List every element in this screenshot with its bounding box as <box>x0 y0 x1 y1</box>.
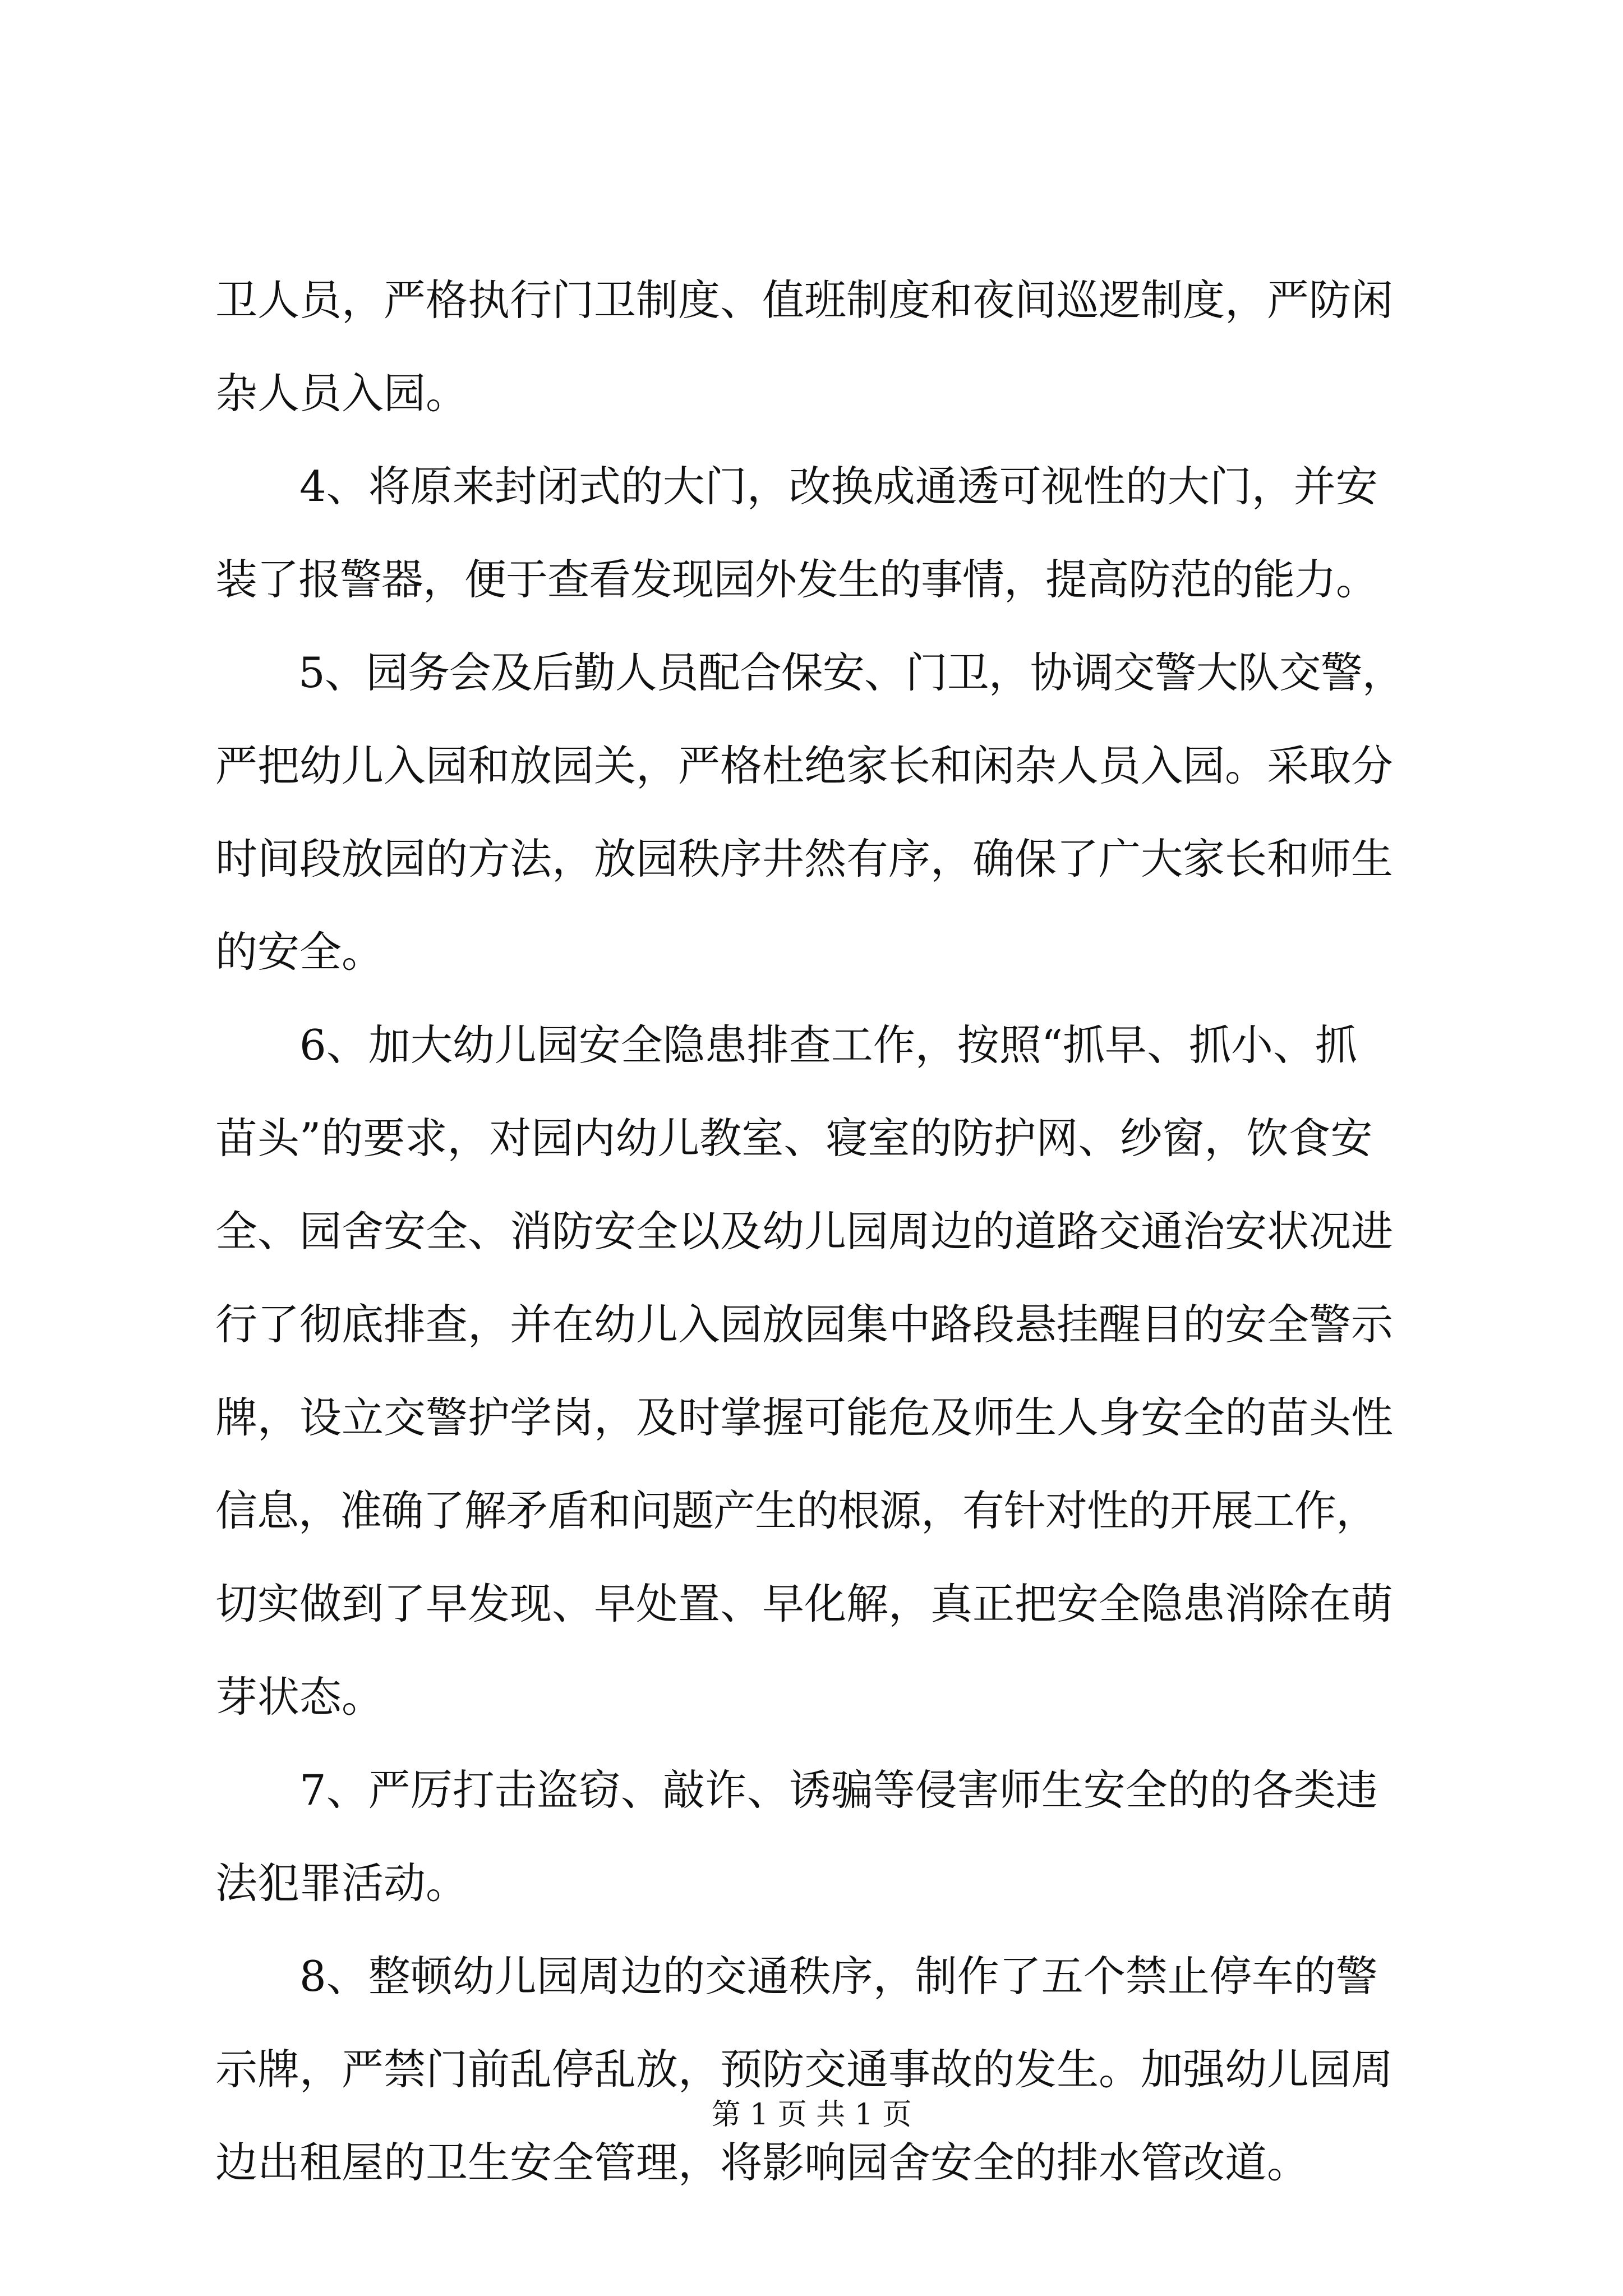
text-line: 6、加大幼儿园安全隐患排查工作，按照“抓早、抓小、抓 <box>215 1020 1358 1070</box>
text-line: 5、园务会及后勤人员配合保安、门卫，协调交警大队交警， <box>215 648 1404 697</box>
text-line: 时间段放园的方法，放园秩序井然有序，确保了广大家长和师生 <box>215 834 1394 884</box>
text-line: 杂人员入园。 <box>215 369 468 418</box>
text-line: 示牌，严禁门前乱停乱放，预防交通事故的发生。加强幼儿园周 <box>215 2045 1394 2094</box>
text-line: 切实做到了早发现、早处置、早化解，真正把安全隐患消除在萌 <box>215 1579 1394 1628</box>
text-line: 8、整顿幼儿园周边的交通秩序，制作了五个禁止停车的警 <box>215 1952 1378 2001</box>
text-line: 严把幼儿入园和放园关，严格杜绝家长和闲杂人员入园。采取分 <box>215 741 1394 790</box>
text-line: 信息，准确了解矛盾和问题产生的根源，有针对性的开展工作， <box>215 1486 1378 1535</box>
text-line: 卫人员，严格执行门卫制度、值班制度和夜间巡逻制度，严防闲 <box>215 275 1394 325</box>
text-line: 芽状态。 <box>215 1672 384 1722</box>
text-line: 7、严厉打击盗窃、敲诈、诱骗等侵害师生安全的的各类违 <box>215 1765 1378 1815</box>
page-footer <box>0 2098 1623 2132</box>
text-line: 4、将原来封闭式的大门，改换成通透可视性的大门，并安 <box>215 462 1378 511</box>
text-line: 法犯罪活动。 <box>215 1858 468 1908</box>
text-line: 的安全。 <box>215 927 384 977</box>
text-line: 牌，设立交警护学岗，及时掌握可能危及师生人身安全的苗头性 <box>215 1393 1394 1442</box>
text-line: 全、园舍安全、消防安全以及幼儿园周边的道路交通治安状况进 <box>215 1207 1394 1256</box>
text-line: 苗头”的要求，对园内幼儿教室、寝室的防护网、纱窗，饮食安 <box>215 1114 1373 1163</box>
text-line: 边出租屋的卫生安全管理，将影响园舍安全的排水管改道。 <box>215 2138 1310 2187</box>
document-body <box>215 254 1427 2209</box>
page-number: 第 1 页 共 1 页 <box>711 2098 912 2132</box>
text-line: 行了彻底排查，并在幼儿入园放园集中路段悬挂醒目的安全警示 <box>215 1300 1394 1349</box>
text-line: 装了报警器，便于查看发现园外发生的事情，提高防范的能力。 <box>215 555 1378 604</box>
